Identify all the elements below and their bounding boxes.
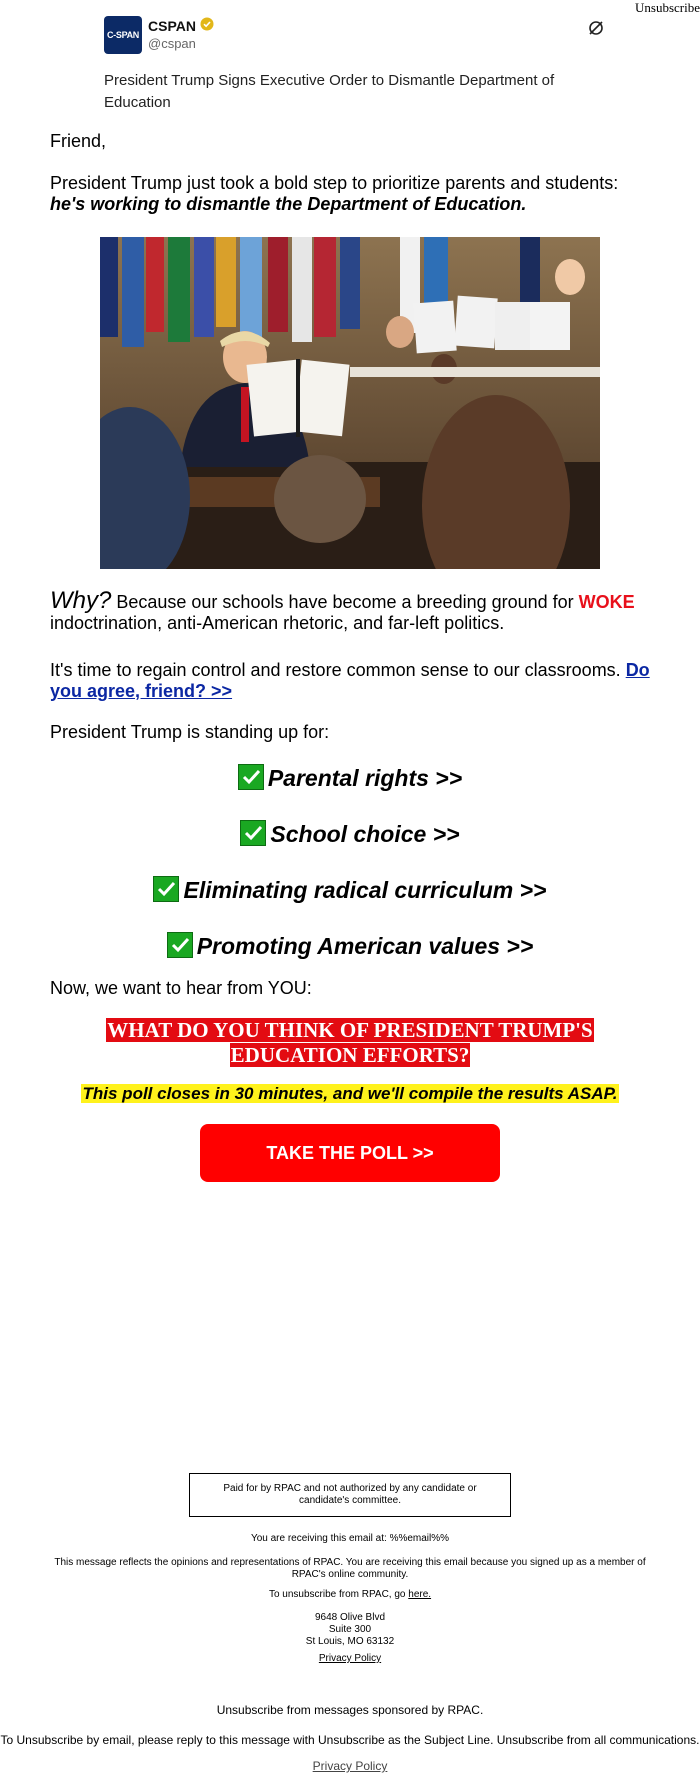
hero-photo <box>100 237 600 569</box>
check-item-label: Promoting American values >> <box>196 933 534 959</box>
intro-line: President Trump just took a bold step to prioritize parents and students: <box>50 173 619 193</box>
check-item-label: School choice >> <box>270 821 460 847</box>
check-item-label: Eliminating radical curriculum >> <box>183 877 547 903</box>
rpac-unsubscribe <box>0 1589 700 1601</box>
mailing-address <box>0 1612 700 1648</box>
poll-note <box>0 1084 700 1104</box>
address-line: Suite 300 <box>328 1624 372 1635</box>
top-unsubscribe-link[interactable]: Unsubscribe <box>635 0 700 15</box>
membership-message-text: This message reflects the opinions and representations of RPAC. You are receiving this email because you signed up as a member of RPAC's online community. <box>54 1557 646 1580</box>
check-item-label: Parental rights >> <box>267 765 463 791</box>
time-text: It's time to regain control and restore common sense to our classrooms. <box>50 660 626 680</box>
x-logo-icon[interactable] <box>588 20 604 41</box>
poll-note-text: This poll closes in 30 minutes, and we'll compile the results ASAP. <box>82 1084 618 1103</box>
tweet-author <box>148 17 214 53</box>
why-paragraph <box>50 587 650 634</box>
privacy-policy-link[interactable]: Privacy Policy <box>318 1653 382 1664</box>
sponsored-unsubscribe-link[interactable]: Unsubscribe from messages sponsored by RPAC. <box>216 1703 484 1717</box>
paid-for-disclaimer <box>189 1473 511 1517</box>
now-text: Now, we want to hear from YOU: <box>50 978 312 998</box>
address-line: St Louis, MO 63132 <box>305 1636 395 1647</box>
privacy-policy <box>0 1653 700 1665</box>
why-text-after: indoctrination, anti-American rhetoric, and far-left politics. <box>50 613 505 633</box>
checkmark-icon <box>167 932 193 958</box>
intro-paragraph <box>50 173 650 215</box>
why-text-before: Because our schools have become a breeding ground for <box>111 592 579 612</box>
why-lead: Why? <box>50 587 112 614</box>
cspan-avatar: C-SPAN <box>104 16 142 54</box>
embedded-tweet[interactable] <box>104 16 604 114</box>
unsub-here-link[interactable]: here. <box>408 1589 432 1600</box>
membership-message <box>0 1557 700 1581</box>
checkmark-icon <box>153 876 179 902</box>
privacy-policy-bottom-link[interactable]: Privacy Policy <box>312 1759 388 1773</box>
checkmark-icon <box>240 820 266 846</box>
poll-headline <box>0 1018 700 1068</box>
greeting: Friend, <box>50 131 107 151</box>
check-item-eliminating-curriculum[interactable] <box>0 876 700 904</box>
woke-highlight: WOKE <box>578 592 635 612</box>
tweet-header <box>104 16 604 54</box>
unsubscribe-by-email-text[interactable]: To Unsubscribe by email, please reply to this message with Unsubscribe as the Subject Line. Unsubscribe from all communications. <box>0 1733 700 1747</box>
headline-line-2: EDUCATION EFFORTS? <box>230 1043 470 1067</box>
address-line: 9648 Olive Blvd <box>314 1612 386 1623</box>
receiving-email-text: You are receiving this email at: %%email%% <box>250 1533 450 1544</box>
standing-up-text: President Trump is standing up for: <box>50 722 330 742</box>
headline-line-1: WHAT DO YOU THINK OF PRESIDENT TRUMP'S <box>107 1018 593 1042</box>
unsub-prefix: To unsubscribe from RPAC, go <box>268 1589 409 1600</box>
intro-emphasis: he's working to dismantle the Department of Education. <box>50 194 527 214</box>
check-item-american-values[interactable] <box>0 932 700 960</box>
verified-badge-icon <box>200 17 214 35</box>
tweet-text: President Trump Signs Executive Order to Dismantle Department of Education <box>104 72 555 111</box>
time-paragraph <box>50 660 650 702</box>
check-item-school-choice[interactable] <box>0 820 700 848</box>
agree-link[interactable]: Do you agree, friend? >> <box>50 660 650 701</box>
checkmark-icon <box>238 764 264 790</box>
take-poll-button[interactable]: TAKE THE POLL >> <box>200 1124 500 1182</box>
check-item-parental-rights[interactable] <box>0 764 700 792</box>
tweet-handle: @cspan <box>148 36 196 51</box>
disclaimer-text: Paid for by RPAC and not authorized by any candidate or candidate's committee. <box>223 1483 477 1506</box>
privacy-policy-bottom <box>0 1759 700 1773</box>
tweet-author-name: CSPAN <box>148 18 196 34</box>
